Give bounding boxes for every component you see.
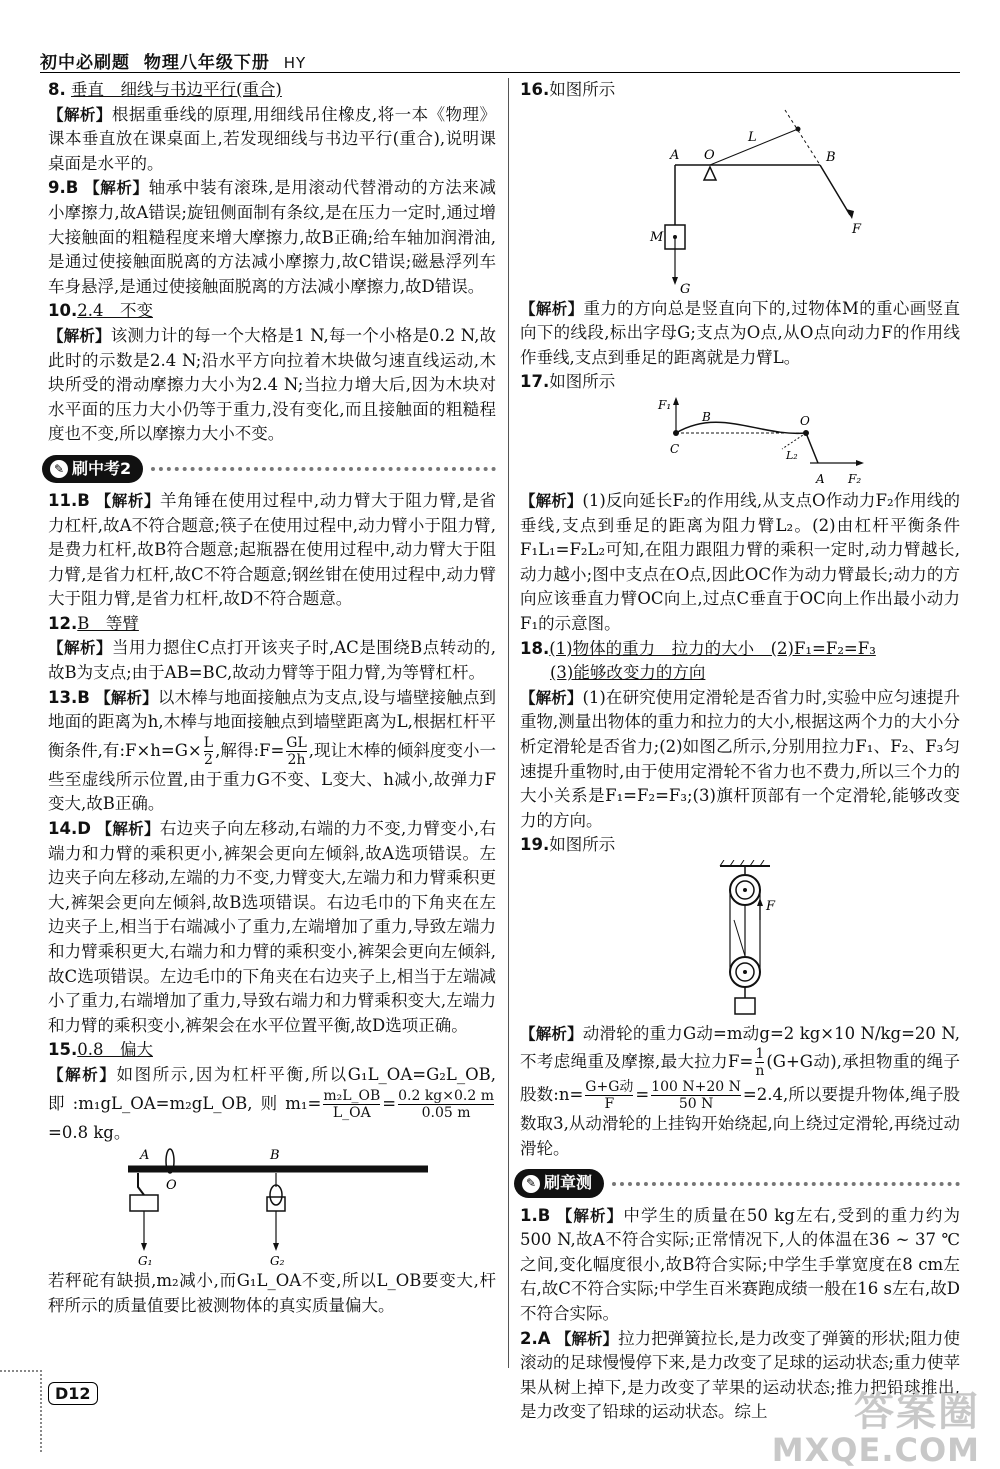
label-O: O <box>166 1178 177 1194</box>
q9: 9.B 【解析】轴承中装有滚珠,是用滚动代替滑动的方法来减小摩擦力,故A错误;旋钮侧面制有条纹,是在压力一定时,通过增大接触面的粗糙程度来增大摩擦力,故B正确;给车轴加润滑油,是通过使接触面脱离的方法减小摩擦力,故C错误;磁悬浮列车车身悬浮,是通过使接触面脱离的方法减小摩擦力,故D错误。 <box>48 178 496 296</box>
q11: 11.B 【解析】羊角锤在使用过程中,动力臂大于阻力臂,是省力杠杆,故A不符合题意;筷子在使用过程中,动力臂小于阻力臂,是费力杠杆,故B符合题意;起瓶器在使用过程中,动力臂大于阻力臂,是省力杠杆,故C不符合题意;钢丝钳在使用过程中,动力臂大于阻力臂,是省力杠杆,故D不符合题意。 <box>48 490 496 609</box>
lever-figure-17 <box>520 397 960 487</box>
page-number: D12 <box>48 1382 98 1405</box>
q8: 8. 垂直 细线与书边平行(重合) <box>48 80 282 99</box>
q19: 19.如图所示 <box>520 835 616 855</box>
lever-figure-16 <box>520 105 960 295</box>
label-A: A <box>140 1148 150 1164</box>
label16-O: O <box>704 147 715 163</box>
brush-icon: ✎ <box>50 460 68 478</box>
q16-explain: 【解析】重力的方向总是竖直向下的,过物体M的重心画竖直向下的线段,标出字母G;支点为O点,从O点向动力F的作用线作垂线,支点到垂足的距离就是力臂L。 <box>520 298 960 367</box>
c1: 1.B 【解析】中学生的质量在50 kg左右,受到的重力约为500 N,故A不符合实际;正常情况下,人的体温在36 ~ 37 ℃之间,变化幅度很小,故B符合实际;中学生手掌宽度在8 cm左右,故C不符合实际;中学生百米赛跑成绩一般在16 s左右,故D不符合实际。 <box>520 1205 961 1324</box>
brush-icon: ✎ <box>522 1175 540 1193</box>
label16-B: B <box>826 149 836 165</box>
banner-zhangce: ✎ 刷章测 <box>514 1166 960 1202</box>
q8-explain: 【解析】根据重垂线的原理,用细线吊住橡皮,将一本《物理》课本垂直放在课桌面上,若发现细线与书边平行(重合),说明课桌面是水平的。 <box>48 104 496 173</box>
header-rule <box>40 72 960 73</box>
label16-A: A <box>670 147 680 163</box>
q15-explain-2: 若秤砣有缺损,m₂减小,而G₁L_OA不变,所以L_OB要变大,杆秤所示的质量值要比被测物体的真实质量偏大。 <box>48 1271 496 1315</box>
c2: 2.A 【解析】拉力把弹簧拉长,是力改变了弹簧的形状;阻力使滚动的足球慢慢停下来,是力改变了足球的运动状态;重力使苹果从树上掉下,是力改变了苹果的运动状态;推力把铅球推出,是力改变了铅球的运动状态。综上 <box>520 1328 960 1422</box>
banner-zhongkao: ✎ 刷中考2 <box>42 451 496 487</box>
label-B: B <box>270 1148 280 1164</box>
q18-ans2: (3)能够改变力的方向 <box>550 663 706 683</box>
page-header <box>40 48 306 73</box>
label-G2: G₂ <box>270 1254 285 1268</box>
label16-L: L <box>748 129 757 145</box>
subject-name: 物理八年级下册 <box>143 53 270 73</box>
q14: 14.D 【解析】右边夹子向左移动,右端的力不变,力臂变小,右端力和力臂的乘积更小,裤架会更向左倾斜,故A选项错误。左边夹子向左移动,左端的力不变,力臂变大,左端力和力臂乘积更大,裤架会更向左倾斜,故B选项错误。右边毛巾的下角夹在左边夹子上,相当于右端减小了重力,左端增加了重力,导致左端力和力臂乘积更大,右端力和力臂的乘积变小,裤架会更向左倾斜,故C选项错误。左边毛巾的下角夹在右边夹子上,相当于左端减小了重力,右端增加了重力,导致右端力和力臂乘积变大,左端力和力臂的乘积变小,裤架会在水平位置平衡,故D选项正确。 <box>48 819 496 1035</box>
q17: 17.如图所示 <box>520 372 616 392</box>
q12-explain: 【解析】当用力摁住C点打开该夹子时,AC是围绕B点转动的,故B为支点;由于AB=BC,故动力臂等于阻力臂,为等臂杠杆。 <box>48 638 496 683</box>
q16: 16.如图所示 <box>520 80 616 99</box>
label19-F: F <box>766 898 776 914</box>
pulley-figure-19 <box>520 860 960 1020</box>
label17-A: A <box>816 471 825 486</box>
q15: 15.0.8 偏大 <box>48 1040 153 1060</box>
label17-B: B <box>702 409 711 424</box>
corner-decoration <box>0 1370 42 1452</box>
edition: HY <box>283 54 307 72</box>
q10: 10.2.4 不变 <box>48 301 153 321</box>
label17-C: C <box>670 441 680 456</box>
right-column <box>520 78 960 1425</box>
q18: 18.(1)物体的重力 拉力的大小 (2)F₁=F₂=F₃ <box>520 638 876 658</box>
label16-G: G <box>680 281 691 295</box>
label16-F: F <box>852 221 862 237</box>
q18-explain: 【解析】(1)在研究使用定滑轮是否省力时,实验中应匀速提升重物,测量出物体的重力和拉力的大小,根据这两个力的大小分析定滑轮是否省力;(2)如图乙所示,分别用拉力F₁、F₂、F₃匀速提升重物时,由于使用定滑轮不省力也不费力,所以三个力的大小关系是F₁=F₂=F₃;(3)旗杆顶部有一个定滑轮,能够改变力的方向。 <box>520 687 960 830</box>
q15-explain: 【解析】如图所示,因为杠杆平衡,所以G₁L_OA=G₂L_OB,即:m₁gL_OA=m₂gL_OB,则m₁= $\frac{\text{m₂L\_OB}}{L\_OA}$ = $\frac{0.2 kg\times 0.2 m}{0.05 m}$ =0.8 kg。 <box>48 1064 496 1142</box>
q17-explain: 【解析】(1)反向延长F₂的作用线,从支点O作动力F₂作用线的垂线,支点到垂足的距离为阻力臂L₂。(2)由杠杆平衡条件F₁L₁=F₂L₂可知,在阻力跟阻力臂的乘积一定时,动力臂越长,动力越小;图中支点在O点,因此OC作为动力臂最长;动力的方向应该垂直力臂OC向上,过点C垂直于OC向上作出最小动力F₁的示意图。 <box>520 490 960 633</box>
label16-M: M <box>650 229 664 245</box>
label17-F1: F₁ <box>658 397 672 412</box>
label17-O: O <box>800 413 810 428</box>
label-G1: G₁ <box>138 1254 153 1268</box>
label17-L2: L₂ <box>786 448 798 462</box>
q10-explain: 【解析】该测力计的每一个大格是1 N,每一个小格是0.2 N,故此时的示数是2.4 N;沿水平方向拉着木块做匀速直线运动,木块所受的滑动摩擦力大小为2.4 N;当拉力增大后,因为木块对水平面的压力大小仍等于重力,没有变化,而且接触面的粗糙程度也不变,所以摩擦力大小不变。 <box>48 325 496 444</box>
q19-explain: 【解析】动滑轮的重力G动=m动g=2 kg×10 N/kg=20 N,不考虑绳重及摩擦,最大拉力F= $\frac{1}{n}$ (G+G动),承担物重的绳子股数:n= $\frac{\text{G+G动}}{F}$ = $\frac{100 N+20 N}{50 N}$ =2.4,所以要提升物体,绳子股数取3,从动滑轮的上挂钩开始绕起,向上绕过定滑轮,再绕过动滑轮。 <box>520 1023 960 1159</box>
column-divider <box>508 78 509 1368</box>
q13: 13.B 【解析】以木棒与地面接触点为支点,设与墙壁接触点到地面的距离为h,木棒与地面接触点到墙壁距离为L,根据杠杆平衡条件,有:F×h=G× $\frac{L}{2}$ ,解得:F= $\frac{GL}{2h}$ ,现让木棒的倾斜度变小一些至虚线所示位置,由于重力G不变、L变大、h减小,故弹力F变大,故B正确。 <box>48 687 496 814</box>
series-name: 初中必刷题 <box>40 53 130 73</box>
left-column <box>48 78 496 1318</box>
steelyard-figure <box>48 1147 488 1267</box>
q12: 12.B 等臂 <box>48 613 139 633</box>
label17-F2: F₂ <box>848 471 862 486</box>
watermark: 答案圈 MXQE.COM <box>771 1389 980 1469</box>
